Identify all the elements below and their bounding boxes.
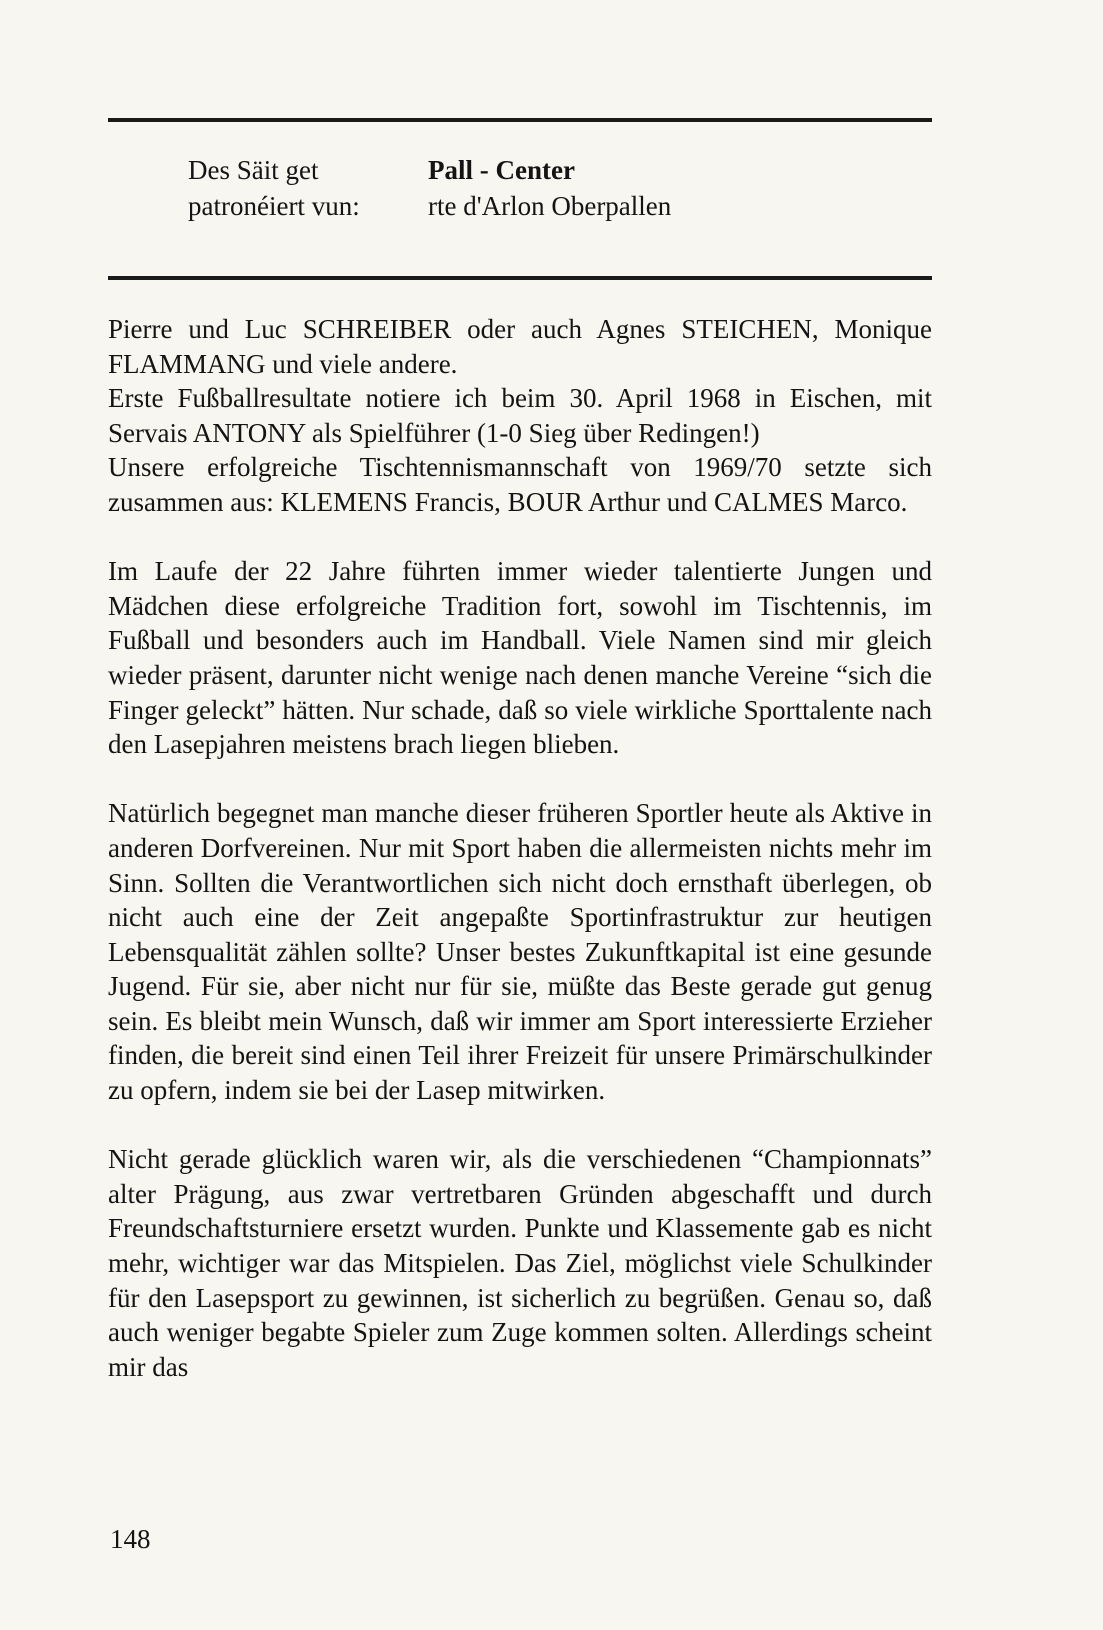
sponsor-row-1 xyxy=(188,152,908,188)
paragraph: Nicht gerade glücklich waren wir, als die verschiedenen “Championnats” alter Prägung, aus zwar vertretbaren Gründen abgeschafft und durch Freundschaftsturniere ersetzt wurden. Punkte und Klassemente gab es nicht mehr, wichtiger war das Mitspielen. Das Ziel, möglichst viele Schulkinder für den Lasepsport zu gewinnen, ist sicherlich zu begrüßen. Genau so, daß auch weniger begabte Spieler zum Zuge kommen solten. Allerdings scheint mir das xyxy=(108,1144,932,1382)
sponsor-address: rte d'Arlon Oberpallen xyxy=(428,191,672,221)
article-body xyxy=(108,312,932,1419)
paragraph: Natürlich begegnet man manche dieser früheren Sportler heute als Aktive in anderen Dorfvereinen. Nur mit Sport haben die allermeisten nichts mehr im Sinn. Sollten die Verantwortlichen sich nicht doch ernsthaft überlegen, ob nicht auch eine der Zeit angepaßte Sportinfrastruktur zur heutigen Lebensqualität zählen sollte? Unser bestes Zukunftkapital ist eine gesunde Jugend. Für sie, aber nicht nur für sie, müßte das Beste gerade gut genug sein. Es bleibt mein Wunsch, daß wir immer am Sport interessierte Erzieher finden, die bereit sind einen Teil ihrer Freizeit für unsere Primärschulkinder zu opfern, indem sie bei der Lasep mitwirken. xyxy=(108,798,932,1106)
sponsor-label-line1: Des Säit get xyxy=(188,155,319,185)
top-rule xyxy=(108,118,932,122)
sponsor-box xyxy=(188,152,908,224)
bottom-rule xyxy=(108,276,932,280)
sponsor-row-2 xyxy=(188,188,908,224)
paragraph: Im Laufe der 22 Jahre führten immer wieder talentierte Jungen und Mädchen diese erfolgreiche Tradition fort, sowohl im Tischtennis, im Fußball und besonders auch im Handball. Viele Namen sind mir gleich wieder präsent, darunter nicht wenige nach denen manche Vereine “sich die Finger geleckt” hätten. Nur schade, daß so viele wirkliche Sporttalente nach den Lasepjahren meistens brach liegen blieben. xyxy=(108,556,932,760)
page-number: 148 xyxy=(110,1524,151,1554)
paragraph: Erste Fußballresultate notiere ich beim 30. April 1968 in Eischen, mit Servais ANTONY als Spielführer (1-0 Sieg über Redingen!) xyxy=(108,383,932,448)
sponsor-label-line2: patronéiert vun: xyxy=(188,191,360,221)
sponsor-name: Pall - Center xyxy=(428,155,575,185)
paragraph: Unsere erfolgreiche Tischtennismannschaft von 1969/70 setzte sich zusammen aus: KLEMENS Francis, BOUR Arthur und CALMES Marco. xyxy=(108,452,932,517)
paragraph: Pierre und Luc SCHREIBER oder auch Agnes STEICHEN, Monique FLAMMANG und viele andere. xyxy=(108,314,932,379)
